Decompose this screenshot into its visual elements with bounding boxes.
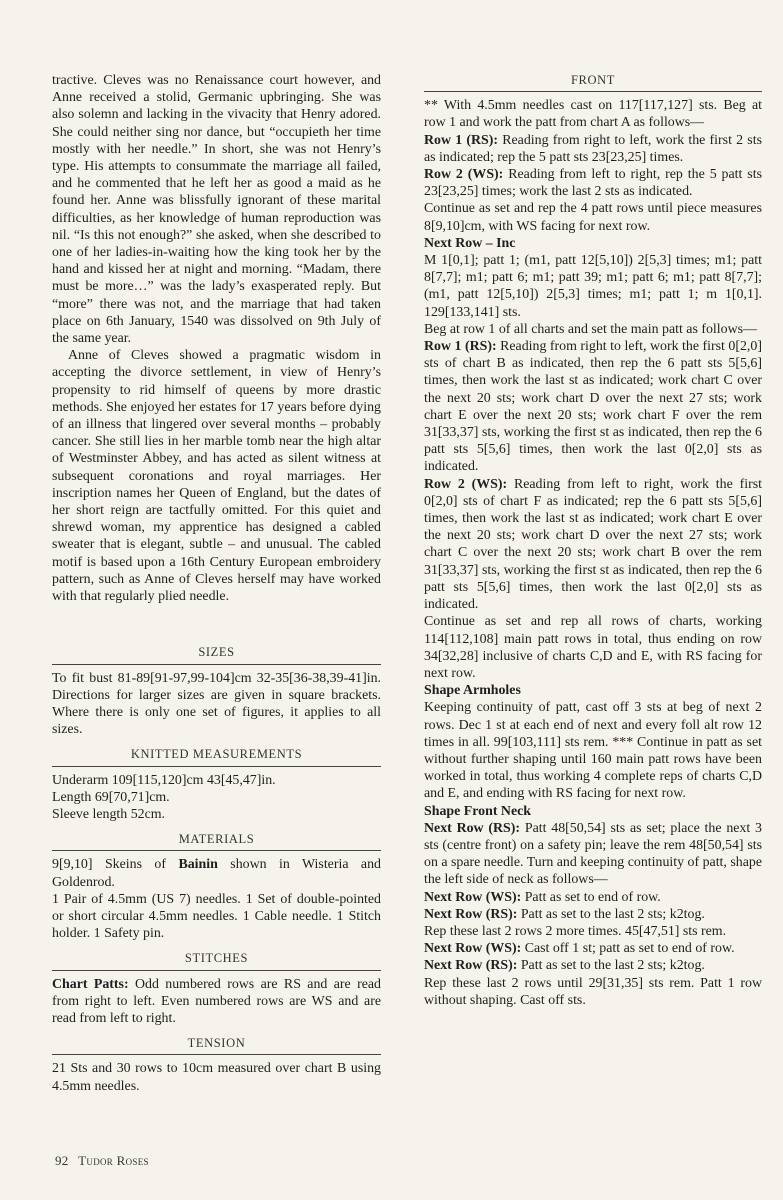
front-row-2: Row 2 (WS): Reading from left to right, rep the 5 patt sts 23[23,25] times; work the last 2 sts as indicated. [424, 167, 762, 200]
front-inc-text: M 1[0,1]; patt 1; (m1, patt 12[5,10]) 2[5,3] times; m1; patt 8[7,7]; m1; patt 6; m1; patt 39; m1; patt 6; m1; patt 8[7,7]; (m1, patt 12[5,10]) 2[5,3] times; m1; patt 1; m 1[0,1]. 129[133,141] sts. [424, 253, 762, 320]
front-inc-heading: Next Row – Inc [424, 235, 516, 251]
stitches-text: Chart Patts: Odd numbered rows are RS and are read from right to left. Even numbered rows are WS and are read from left to right. [52, 976, 381, 1026]
materials-section [52, 831, 381, 942]
front-main-row-1: Row 1 (RS): Reading from right to left, work the first 0[2,0] sts of chart B as indicated, then rep the 6 patt sts 5[5,6] times, then work the last st as indicated; work chart C over the next 20 sts; work chart D over the next 27 sts; work chart E over the next 20 sts; work chart F over the rem 31[33,37] sts, working the first st as indicated, then rep the 6 patt sts 5[5,6] times, then work the last 0[2,0] sts as indicated. [424, 339, 762, 475]
left-column [52, 72, 381, 1095]
tension-text: 21 Sts and 30 rows to 10cm measured over chart B using 4.5mm needles. [52, 1061, 381, 1094]
front-main-patt: Beg at row 1 of all charts and set the main patt as follows— [424, 321, 757, 337]
front-continue-1: Continue as set and rep the 4 patt rows until piece measures 8[9,10]cm, with WS facing for next row. [424, 201, 762, 234]
neck-row-2: Next Row (WS): Patt as set to end of row. [424, 889, 661, 905]
intro-paragraph-1: tractive. Cleves was no Renaissance court however, and Anne received a stolid, Germanic upbringing. She was also solemn and lacking in the vivacity that Henry adored. She could neither sing nor dance, but “occupieth her time mostly with her needle.” In short, she was not Henry’s type. His attempts to consummate the marriage all failed, and he commented that he left her as good a maid as he found her. Anne was blissfully ignorant of these marital difficulties, as her knowledge of human reproduction was nil. “Is this not enough?” she asked, when she described to one of her ladies-in-waiting how the king took her by the hand and kissed her at night and morning. “Madam, there must be more…” was the lady’s exasperated reply. But “more” there was not, and the marriage that had taken place on 6th January, 1540 was dissolved on 9th July of the same year. [52, 73, 381, 347]
measurement-underarm: Underarm 109[115,120]cm 43[45,47]in. [52, 772, 276, 788]
intro-paragraph-2: Anne of Cleves showed a pragmatic wisdom in accepting the divorce settlement, in view of Henry’s propensity to rid himself of queens by more drastic methods. She enjoyed her estates for 17 years before dying of an illness that lingered over several months – probably cancer. She still lies in her marble tomb near the high altar of Westminster Abbey, and has acted as silent witness at subsequent coronations and royal marriages. Her inscription names her Queen of England, but the dates of her short reign are tactfully omitted. For this quiet and shrewd woman, my apprentice has designed a cabled sweater that is elegant, subtle – and unusual. The cabled motif is based upon a 16th Century European embroidery pattern, such as Anne of Cleves herself may have worked with that regularly plied needle. [52, 348, 381, 605]
sizes-text: To fit bust 81-89[91-97,99-104]cm 32-35[36-38,39-41]in. Directions for larger sizes are given in square brackets. Where there is only one set of figures, it applies to all sizes. [52, 670, 381, 738]
stitches-section [52, 950, 381, 1027]
measurements-section [52, 746, 381, 823]
neck-row-1: Next Row (RS): Patt 48[50,54] sts as set; place the next 3 sts (centre front) on a safety pin; leave the rem 48[50,54] sts on a spare needle. Turn and keeping continuity of patt, shape the left side of neck as follows— [424, 820, 762, 888]
front-neck-heading: Shape Front Neck [424, 803, 532, 819]
stitches-heading: STITCHES [52, 950, 381, 970]
page-footer [55, 1153, 149, 1169]
armholes-text: Keeping continuity of patt, cast off 3 sts at beg of next 2 rows. Dec 1 st at each end of next and every foll alt row 12 times in all. 99[103,111] sts rem. *** Continue in patt as set without further shaping until 160 main patt rows have been worked in total, thus working 4 complete reps of charts C,D and E, and ending with RS facing for next row. [424, 700, 762, 802]
sizes-section [52, 644, 381, 738]
front-continue-2: Continue as set and rep all rows of charts, working 114[112,108] main patt rows in total, thus ending on row 34[32,28] inclusive of charts C,D and E, with RS facing for next row. [424, 614, 762, 681]
tension-heading: TENSION [52, 1035, 381, 1055]
armholes-heading: Shape Armholes [424, 683, 521, 699]
measurement-sleeve: Sleeve length 52cm. [52, 806, 166, 822]
tension-section [52, 1035, 381, 1095]
materials-yarn: 9[9,10] Skeins of Bainin shown in Wisteria and Goldenrod. [52, 857, 381, 890]
neck-row-5: Next Row (RS): Patt as set to the last 2 sts; k2tog. [424, 958, 705, 974]
neck-repeat-2: Rep these last 2 rows until 29[31,35] sts rem. Patt 1 row without shaping. Cast off sts. [424, 975, 762, 1008]
running-title: Tudor Roses [78, 1153, 149, 1168]
neck-repeat-1: Rep these last 2 rows 2 more times. 45[47,51] sts rem. [424, 923, 727, 939]
measurements-heading: KNITTED MEASUREMENTS [52, 746, 381, 766]
materials-needles: 1 Pair of 4.5mm (US 7) needles. 1 Set of double-pointed or short circular 4.5mm needles. 1 Cable needle. 1 Stitch holder. 1 Safety pin. [52, 891, 381, 942]
neck-row-3: Next Row (RS): Patt as set to the last 2 sts; k2tog. [424, 906, 705, 922]
materials-heading: MATERIALS [52, 831, 381, 851]
right-column [424, 72, 762, 1009]
measurement-length: Length 69[70,71]cm. [52, 789, 170, 805]
front-heading: FRONT [424, 72, 762, 92]
page-number: 92 [55, 1153, 69, 1168]
front-cast-on: ** With 4.5mm needles cast on 117[117,127] sts. Beg at row 1 and work the patt from chart A as follows— [424, 98, 762, 131]
front-row-1: Row 1 (RS): Reading from right to left, work the first 2 sts as indicated; rep the 5 patt sts 23[23,25] times. [424, 132, 762, 165]
sizes-heading: SIZES [52, 644, 381, 664]
neck-row-4: Next Row (WS): Cast off 1 st; patt as set to end of row. [424, 941, 735, 957]
front-main-row-2: Row 2 (WS): Reading from left to right, work the first 0[2,0] sts of chart F as indicated; rep the 6 patt sts 5[5,6] times, then work the last st as indicated; work chart E over the next 20 sts; work chart D over the next 27 sts; work chart C over the next 20 sts; work chart B over the rem 31[33,37] sts, working the first st as indicated, then rep the 6 patt sts 5[5,6] times, then work the last 0[2,0] sts as indicated. [424, 476, 762, 613]
